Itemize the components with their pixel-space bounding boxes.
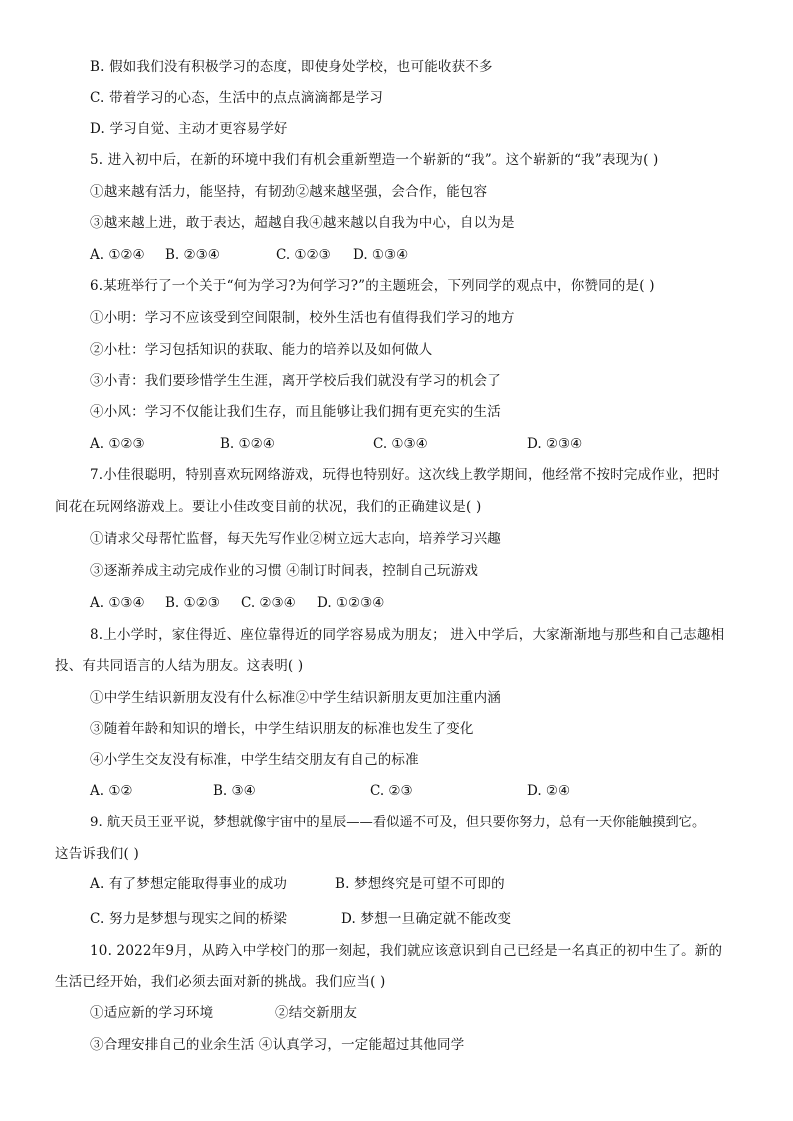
q9-option-a: A. 有了梦想定能取得事业的成功 — [90, 876, 288, 892]
q7-statements-3-4: ③逐渐养成主动完成作业的习惯 ④制订时间表，控制自己玩游戏 — [90, 563, 479, 579]
q6-stem: 6.某班举行了一个关于“何为学习?为何学习?”的主题班会，下列同学的观点中，你赞同的是( ) — [90, 278, 655, 294]
q10-stem-line-2: 生活已经开始，我们必须去面对新的挑战。我们应当( ) — [55, 974, 386, 990]
q7-stem-line-2: 间花在玩网络游戏上。要让小佳改变目前的状况，我们的正确建议是( ) — [55, 499, 482, 515]
q9-option-b: B. 梦想终究是可望不可即的 — [335, 876, 505, 892]
q4-option-d: D. 学习自觉、主动才更容易学好 — [90, 121, 288, 137]
q8-option-c: C. ②③ — [370, 783, 413, 799]
q9-stem-line-1: 9. 航天员王亚平说，梦想就像宇宙中的星辰——看似遥不可及，但只要你努力，总有一天你能触摸到它。 — [90, 815, 706, 830]
q8-statement-3: ③随着年龄和知识的增长，中学生结识朋友的标准也发生了变化 — [90, 721, 474, 737]
q10-statement-1: ①适应新的学习环境 — [90, 1005, 214, 1021]
q5-stem: 5. 进入初中后，在新的环境中我们有机会重新塑造一个崭新的“我”。这个崭新的“我”表现为( ) — [90, 152, 659, 168]
q9-stem-line-2: 这告诉我们( ) — [55, 846, 139, 862]
q9-option-c: C. 努力是梦想与现实之间的桥梁 — [90, 911, 288, 927]
q5-option-b: B. ②③④ — [165, 247, 220, 263]
q8-statement-4: ④小学生交友没有标准，中学生结交朋友有自己的标准 — [90, 752, 419, 768]
q7-option-a: A. ①③④ — [90, 595, 145, 611]
q4-option-c: C. 带着学习的心态，生活中的点点滴滴都是学习 — [90, 90, 384, 106]
q8-option-d: D. ②④ — [527, 783, 571, 799]
q8-option-b: B. ③④ — [213, 783, 256, 799]
q7-option-c: C. ②③④ — [241, 595, 296, 611]
q6-statement-1: ①小明：学习不应该受到空间限制，校外生活也有值得我们学习的地方 — [90, 310, 515, 326]
q8-statements-1-2: ①中学生结识新朋友没有什么标准②中学生结识新朋友更加注重内涵 — [90, 690, 501, 706]
q10-stem-line-1: 10. 2022年9月，从跨入中学校门的那一刻起，我们就应该意识到自己已经是一名真正的初中生了。新的 — [90, 943, 723, 959]
q5-option-a: A. ①②④ — [90, 247, 145, 263]
q5-statements-3-4: ③越来越上进，敢于表达，超越自我④越来越以自我为中心，自以为是 — [90, 215, 515, 231]
q7-stem-line-1: 7.小佳很聪明，特别喜欢玩网络游戏，玩得也特别好。这次线上教学期间，他经常不按时完成作业，把时 — [90, 467, 720, 483]
q8-stem-line-2: 投、有共同语言的人结为朋友。这表明( ) — [55, 658, 304, 674]
q9-option-d: D. 梦想一旦确定就不能改变 — [341, 911, 512, 927]
q7-option-b: B. ①②③ — [165, 595, 220, 611]
q6-statement-3: ③小青：我们要珍惜学生生涯，离开学校后我们就没有学习的机会了 — [90, 373, 501, 389]
q5-option-d: D. ①③④ — [353, 247, 409, 263]
q10-statements-3-4: ③合理安排自己的业余生活 ④认真学习，一定能超过其他同学 — [90, 1037, 465, 1053]
q6-statement-2: ②小杜：学习包括知识的获取、能力的培养以及如何做人 — [90, 342, 433, 358]
q4-option-b: B. 假如我们没有积极学习的态度，即使身处学校，也可能收获不多 — [90, 59, 493, 75]
q6-option-b: B. ①②④ — [220, 436, 275, 452]
q10-statement-2: ②结交新朋友 — [275, 1005, 358, 1021]
q6-option-a: A. ①②③ — [90, 436, 145, 452]
q6-statement-4: ④小风：学习不仅能让我们生存，而且能够让我们拥有更充实的生活 — [90, 404, 501, 420]
q7-statements-1-2: ①请求父母帮忙监督，每天先写作业②树立远大志向，培养学习兴趣 — [90, 531, 501, 547]
q7-option-d: D. ①②③④ — [317, 595, 385, 611]
q8-stem-line-1: 8.上小学时，家住得近、座位靠得近的同学容易成为朋友； 进入中学后，大家渐渐地与那些和自己志趣相 — [90, 627, 725, 643]
q5-statements-1-2: ①越来越有活力，能坚持，有韧劲②越来越坚强，会合作，能包容 — [90, 184, 488, 200]
q8-option-a: A. ①② — [90, 783, 133, 799]
q5-option-c: C. ①②③ — [276, 247, 331, 263]
q6-option-d: D. ②③④ — [527, 436, 583, 452]
q6-option-c: C. ①③④ — [373, 436, 428, 452]
